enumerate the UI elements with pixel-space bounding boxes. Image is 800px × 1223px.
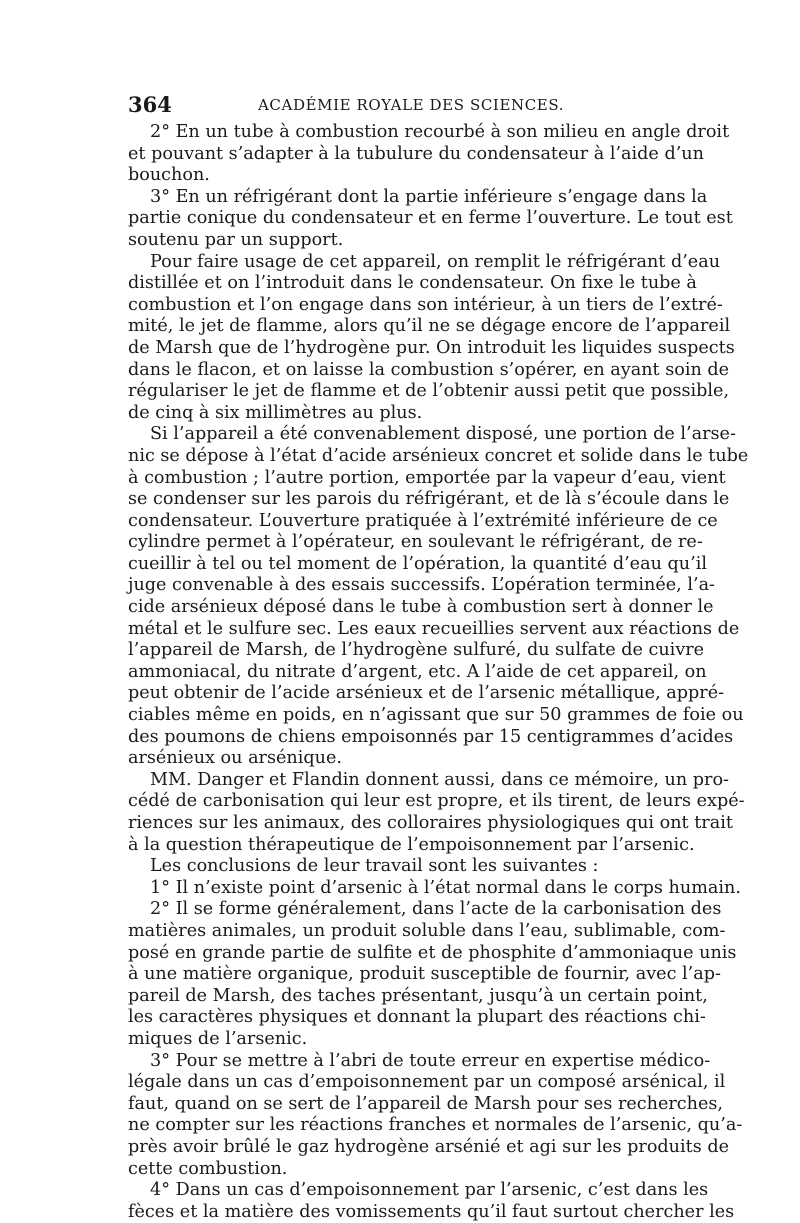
text-line: 2° En un tube à combustion recourbé à son milieu en angle droit xyxy=(150,122,730,142)
text-line: 2° Il se forme généralement, dans l’acte de la carbonisation des xyxy=(150,899,722,920)
text-line: 3° Pour se mettre à l’abri de toute erreur en expertise médico- xyxy=(150,1050,711,1071)
text-line: arsénieux ou arsénique. xyxy=(128,748,342,769)
text-line: de Marsh que de l’hydrogène pur. On introduit les liquides suspects xyxy=(128,337,735,358)
page-header xyxy=(128,92,674,122)
text-line: nic se dépose à l’état d’acide arsénieux concret et solide dans le tube xyxy=(128,445,749,466)
text-line: posé en grande partie de sulfite et de phosphite d’ammoniaque unis xyxy=(128,942,737,963)
text-line: se condenser sur les parois du réfrigérant, et de là s’écoule dans le xyxy=(128,489,730,510)
text-line: mité, le jet de flamme, alors qu’il ne se dégage encore de l’appareil xyxy=(128,316,731,337)
text-line: Pour faire usage de cet appareil, on remplit le réfrigérant d’eau xyxy=(150,251,721,272)
text-line: 1° Il n’existe point d’arsenic à l’état normal dans le corps humain. xyxy=(150,877,741,898)
text-line: MM. Danger et Flandin donnent aussi, dans ce mémoire, un pro- xyxy=(150,769,730,790)
text-line: Les conclusions de leur travail sont les suivantes : xyxy=(150,856,599,877)
text-line: riences sur les animaux, des colloraires physiologiques qui ont trait xyxy=(128,813,733,833)
text-line: l’appareil de Marsh, de l’hydrogène sulfuré, du sulfate de cuivre xyxy=(128,640,705,661)
text-line: et pouvant s’adapter à la tubulure du condensateur à l’aide d’un xyxy=(128,143,704,164)
text-line: à combustion ; l’autre portion, emportée par la vapeur d’eau, vient xyxy=(128,467,726,488)
text-line: 3° En un réfrigérant dont la partie inférieure s’engage dans la xyxy=(150,186,708,207)
text-line: bouchon. xyxy=(128,165,210,186)
text-line: métal et le sulfure sec. Les eaux recueillies servent aux réactions de xyxy=(128,618,740,639)
text-line: des poumons de chiens empoisonnés par 15 centigrammes d’acides xyxy=(128,726,734,747)
text-line: fèces et la matière des vomissements qu’il faut surtout chercher les xyxy=(128,1201,735,1222)
text-line: combustion et l’on engage dans son intérieur, à un tiers de l’extré- xyxy=(128,294,723,315)
text-line: Si l’appareil a été convenablement disposé, une portion de l’arse- xyxy=(150,424,736,445)
text-line: ciables même en poids, en n’agissant que sur 50 grammes de foie ou xyxy=(128,705,744,726)
text-line: légale dans un cas d’empoisonnement par un composé arsénical, il xyxy=(128,1072,726,1093)
text-line: dans le flacon, et on laisse la combustion s’opérer, en ayant soin de xyxy=(128,359,730,380)
text-line: pareil de Marsh, des taches présentant, jusqu’à un certain point, xyxy=(128,985,708,1006)
text-line: cide arsénieux déposé dans le tube à combustion sert à donner le xyxy=(128,597,714,618)
book-page xyxy=(128,92,749,1223)
text-line: ne compter sur les réactions franches et normales de l’arsenic, qu’a- xyxy=(128,1115,743,1136)
text-line: distillée et on l’introduit dans le condensateur. On fixe le tube à xyxy=(128,273,697,294)
running-head: ACADÉMIE ROYALE DES SCIENCES. xyxy=(258,96,565,114)
text-line: condensateur. L’ouverture pratiquée à l’extrémité inférieure de ce xyxy=(128,510,718,531)
text-line: ammoniacal, du nitrate d’argent, etc. A l’aide de cet appareil, on xyxy=(128,661,707,682)
text-line: les caractères physiques et donnant la plupart des réactions chi- xyxy=(128,1007,706,1028)
text-line: de cinq à six millimètres au plus. xyxy=(128,402,423,423)
text-line: juge convenable à des essais successifs. L’opération terminée, l’a- xyxy=(128,575,716,596)
page-number: 364 xyxy=(128,92,172,117)
text-line: miques de l’arsenic. xyxy=(128,1028,308,1049)
text-line: cette combustion. xyxy=(128,1158,288,1179)
text-line: partie conique du condensateur et en ferme l’ouverture. Le tout est xyxy=(128,208,733,229)
text-line: régulariser le jet de flamme et de l’obtenir aussi petit que possible, xyxy=(128,381,730,402)
text-line: cueillir à tel ou tel moment de l’opération, la quantité d’eau qu’il xyxy=(128,553,707,574)
text-line: soutenu par un support. xyxy=(128,229,344,250)
text-line: peut obtenir de l’acide arsénieux et de l’arsenic métallique, appré- xyxy=(128,683,725,704)
text-line: faut, quand on se sert de l’appareil de Marsh pour ses recherches, xyxy=(128,1093,724,1114)
text-line: matières animales, un produit soluble dans l’eau, sublimable, com- xyxy=(128,920,726,941)
text-line: près avoir brûlé le gaz hydrogène arsénié et agi sur les produits de xyxy=(128,1136,730,1157)
text-line: cédé de carbonisation qui leur est propre, et ils tirent, de leurs expé- xyxy=(128,791,745,812)
text-line: à une matière organique, produit susceptible de fournir, avec l’ap- xyxy=(128,964,721,985)
body-text xyxy=(128,122,749,1223)
text-line: 4° Dans un cas d’empoisonnement par l’arsenic, c’est dans les xyxy=(150,1180,709,1201)
text-line: à la question thérapeutique de l’empoisonnement par l’arsenic. xyxy=(128,834,695,855)
text-line: cylindre permet à l’opérateur, en soulevant le réfrigérant, de re- xyxy=(128,532,703,553)
